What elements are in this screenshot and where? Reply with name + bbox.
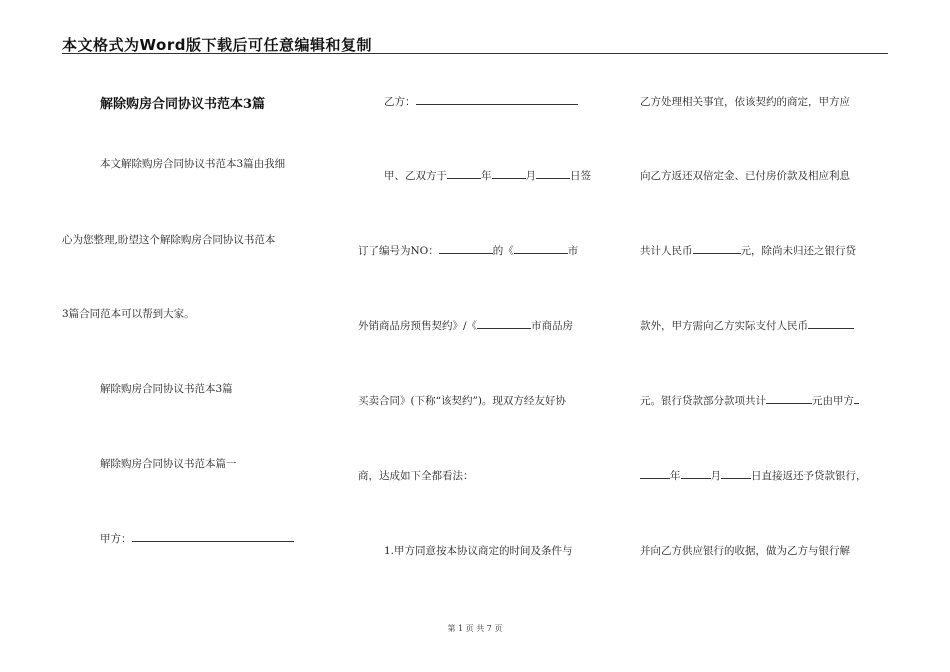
text-segment: 订了编号为NO：	[358, 245, 439, 257]
party-a-line	[100, 531, 294, 546]
contract-no-blank	[439, 243, 493, 254]
payment-blank	[808, 318, 854, 329]
party-a-blank	[132, 531, 294, 542]
intro-line-2: 心为您整理,盼望这个解除购房合同协议书范本	[62, 234, 276, 246]
col3-line-3	[640, 243, 856, 258]
clause-1-line: 1.甲方同意按本协议商定的时间及条件与	[384, 545, 573, 557]
text-segment: 元。银行贷款部分款项共计	[640, 395, 766, 407]
trailing-blank	[854, 393, 859, 404]
page-footer: 第 1 页 共 7 页	[447, 624, 503, 633]
page-header-title: 本文格式为Word版下载后可任意编辑和复制	[62, 36, 372, 54]
col3-line-4	[640, 318, 854, 333]
section-heading: 解除购房合同协议书范本篇一	[100, 458, 237, 470]
contract-no-line	[358, 243, 578, 258]
amount-blank	[693, 243, 741, 254]
col3-line-1: 乙方处理相关事宜，依该契约的商定，甲方应	[640, 96, 850, 108]
day-blank	[536, 168, 570, 179]
text-segment: 共计人民币	[640, 245, 693, 257]
intro-line-3: 3篇合同范本可以帮到大家。	[62, 308, 195, 320]
text-segment: 的《	[492, 245, 514, 257]
text-segment: 甲、乙双方于	[384, 170, 447, 182]
text-segment: 日直接返还予贷款银行，	[751, 470, 867, 482]
party-b-line	[384, 94, 578, 109]
sign-date-line	[384, 168, 591, 183]
text-segment: 月	[525, 170, 536, 182]
intro-line-1: 本文解除购房合同协议书范本3篇由我细	[100, 158, 286, 170]
year-blank	[640, 468, 670, 479]
day-blank	[721, 468, 751, 479]
text-segment: 日签	[570, 170, 591, 182]
city-blank-2	[477, 318, 531, 329]
text-segment: 月	[710, 470, 721, 482]
contract-alias-line: 买卖合同》(下称“该契约”)。现双方经友好协	[358, 395, 566, 407]
text-segment: 元，除尚未归还之银行贷	[740, 245, 856, 257]
header-divider	[62, 53, 888, 54]
contract-name-line	[358, 318, 573, 333]
text-segment: 外销商品房预售契约》/《	[358, 320, 478, 332]
month-blank	[492, 168, 526, 179]
party-b-label: 乙方：	[384, 96, 416, 108]
subtitle: 解除购房合同协议书范本3篇	[100, 383, 233, 395]
col3-line-7: 并向乙方供应银行的收据，做为乙方与银行解	[640, 545, 850, 557]
month-blank	[681, 468, 711, 479]
text-segment: 年	[481, 170, 492, 182]
text-segment: 市	[567, 245, 579, 257]
col3-line-6	[640, 468, 867, 483]
party-b-blank	[416, 94, 578, 105]
party-a-label: 甲方：	[100, 533, 132, 545]
loan-amount-blank	[766, 393, 812, 404]
city-blank	[514, 243, 568, 254]
text-segment: 市商品房	[531, 320, 574, 332]
text-segment: 款外，甲方需向乙方实际支付人民币	[640, 320, 808, 332]
col3-line-5	[640, 393, 859, 408]
year-blank	[447, 168, 481, 179]
agreement-line: 商，达成如下全都看法：	[358, 470, 474, 482]
document-title: 解除购房合同协议书范本3篇	[100, 97, 266, 112]
text-segment: 元由甲方	[812, 395, 854, 407]
text-segment: 年	[670, 470, 681, 482]
col3-line-2: 向乙方返还双倍定金、已付房价款及相应利息	[640, 170, 850, 182]
